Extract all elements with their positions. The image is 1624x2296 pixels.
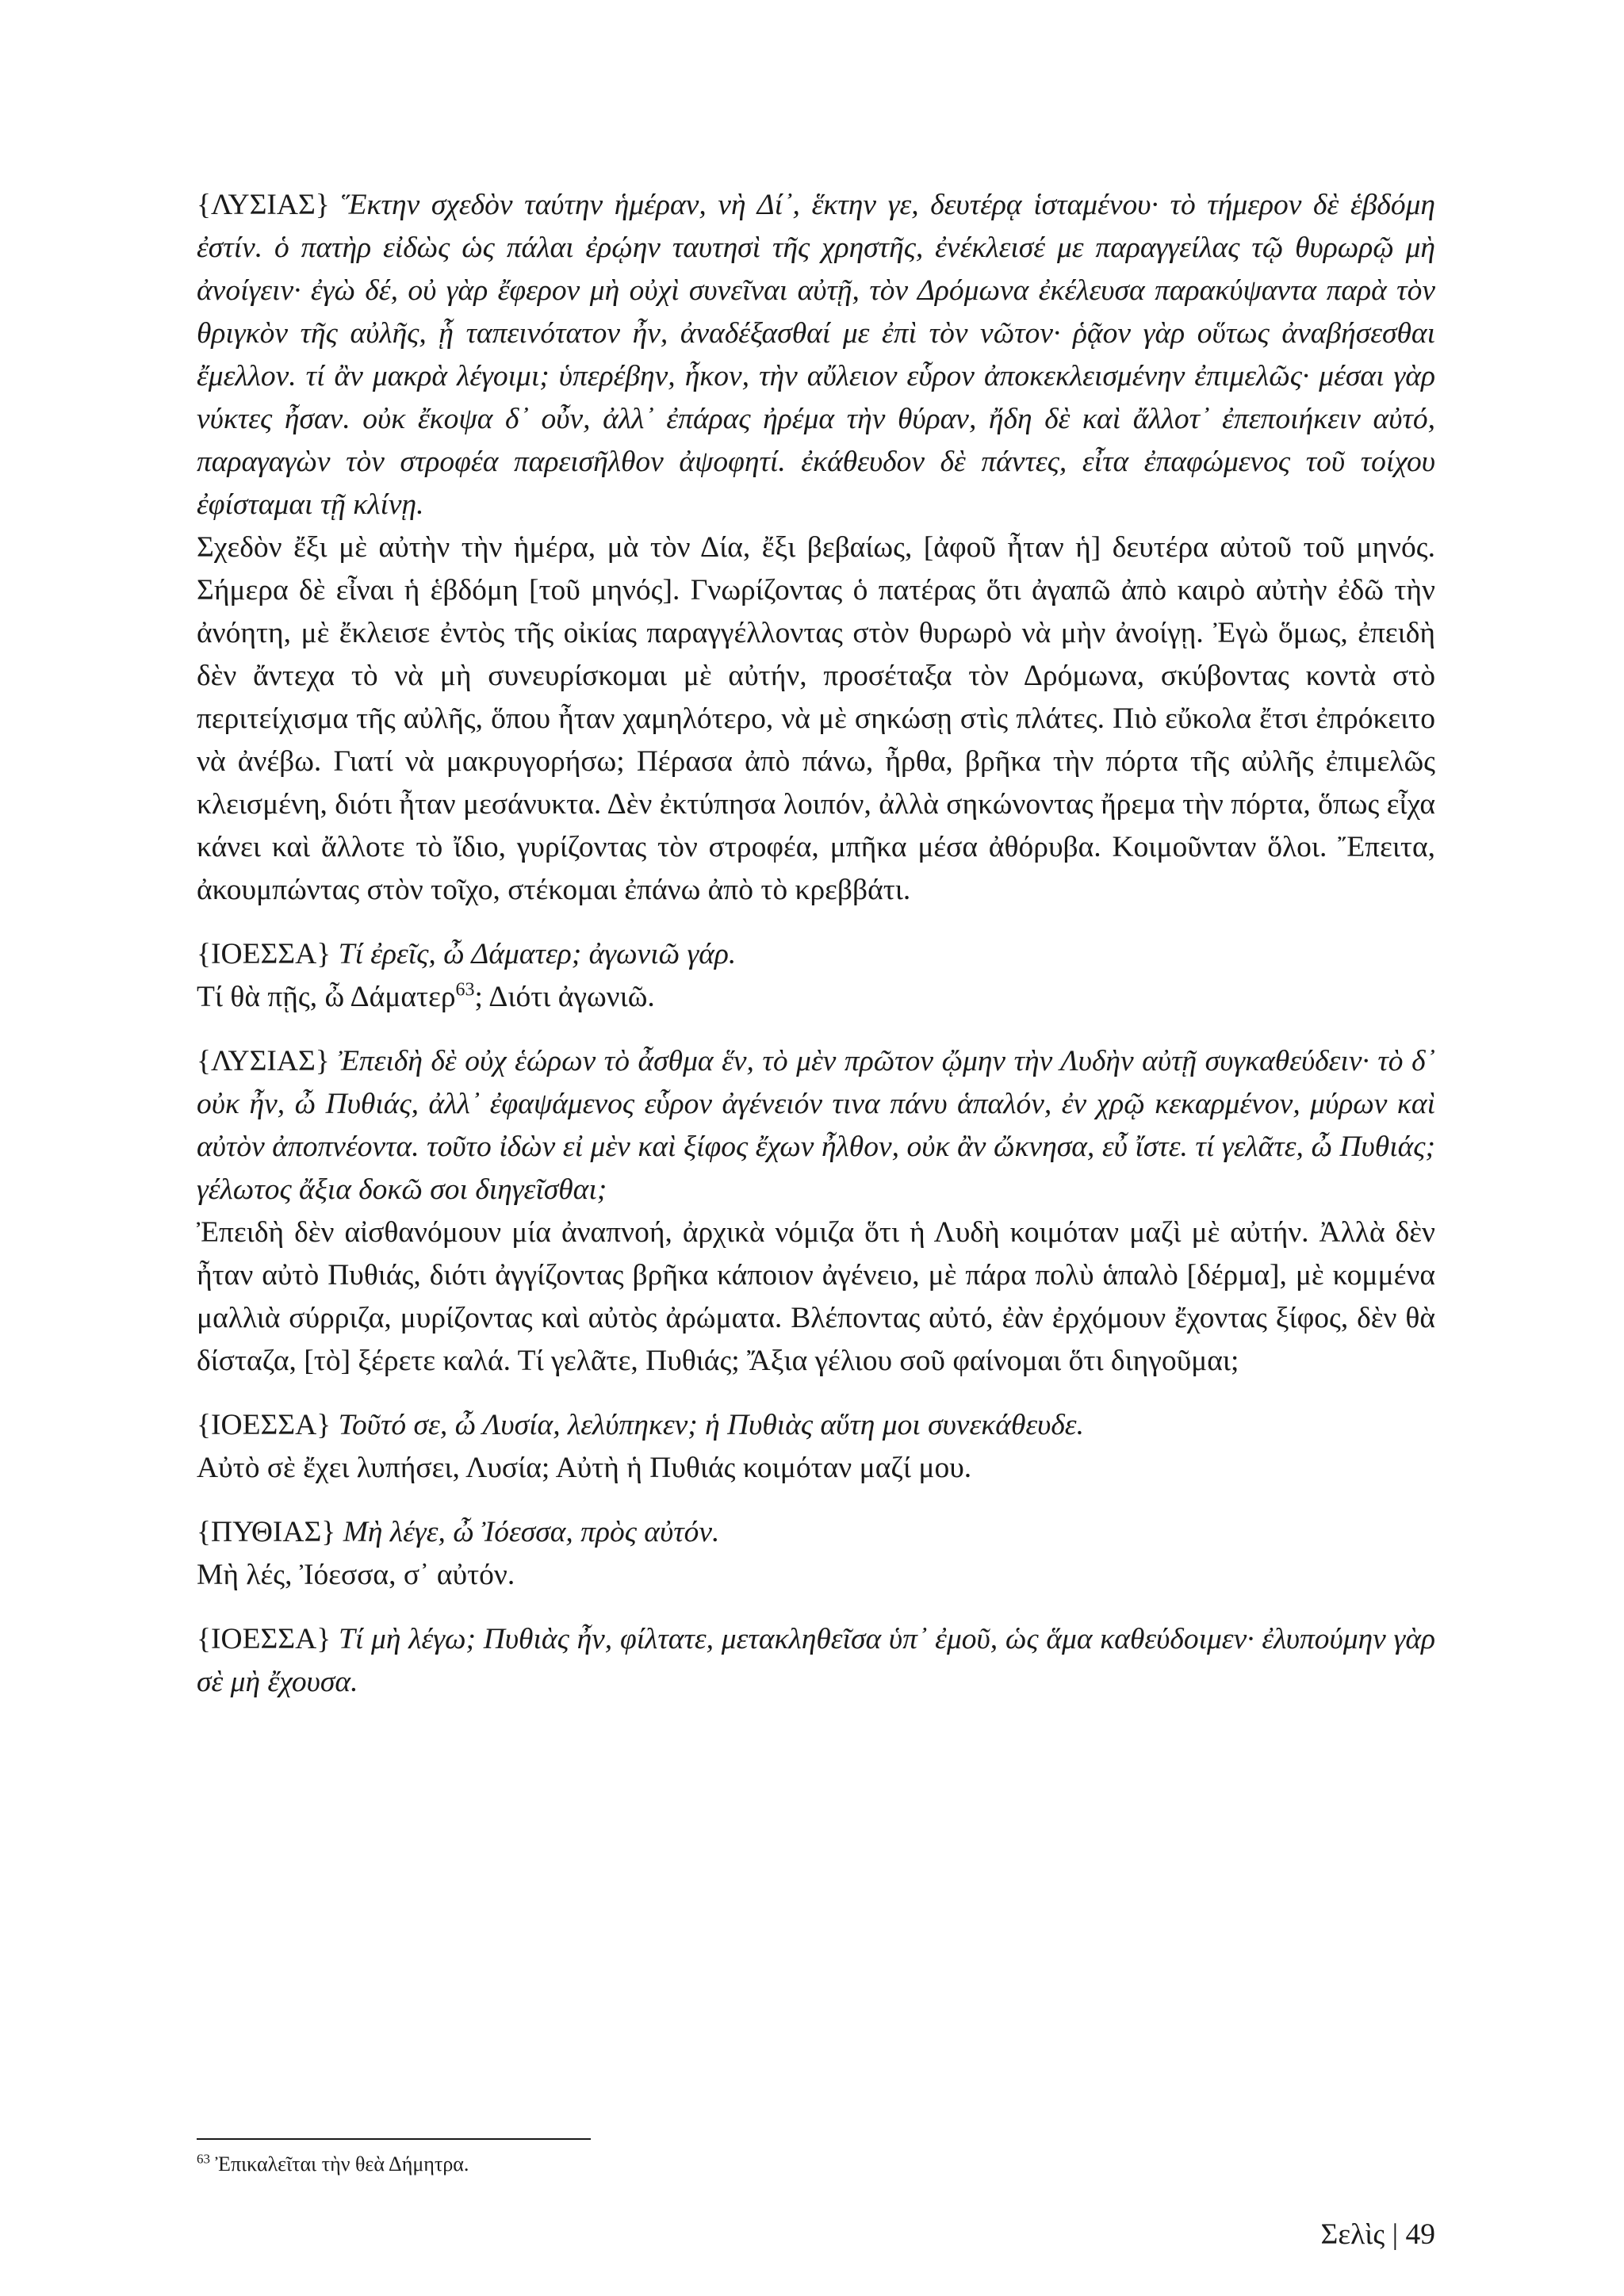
ancient-text: Ἕκτην σχεδὸν ταύτην ἡμέραν, νὴ Δί᾽, ἕκτην γε, δευτέρᾳ ἱσταμένου· τὸ τήμερον δὲ ἑβδόμη ἐστίν. ὁ πατὴρ εἰδὼς ὡς πάλαι ἐρῴην ταυτησὶ τῆς χρηστῆς, ἐνέκλεισέ με παραγγείλας τῷ θυρωρῷ μὴ ἀνοίγειν· ἐγὼ δέ, οὐ γὰρ ἔφερον μὴ οὐχὶ συνεῖναι αὐτῇ, τὸν Δρόμωνα ἐκέλευσα παρακύψαντα παρὰ τὸν θριγκὸν τῆς αὐλῆς, ᾗ ταπεινότατον ἦν, ἀναδέξασθαί με ἐπὶ τὸν νῶτον· ῥᾷον γὰρ οὕτως ἀναβήσεσθαι ἔμελλον. τί ἂν μακρὰ λέγοιμι; ὑπερέβην, ἧκον, τὴν αὔλειον εὗρον ἀποκεκλεισμένην ἐπιμελῶς· μέσαι γὰρ νύκτες ἦσαν. οὐκ ἔκοψα δ᾽ οὖν, ἀλλ᾽ ἐπάρας ἠρέμα τὴν θύραν, ἤδη δὲ καὶ ἄλλοτ᾽ ἐπεποιήκειν αὐτό, παραγαγὼν τὸν στροφέα παρεισῆλθον ἀψοφητί. ἐκάθευδον δὲ πάντες, εἶτα ἐπαφώμενος τοῦ τοίχου ἐφίσταμαι τῇ κλίνῃ. [197, 189, 1436, 521]
speaker-label: {ΙΟΕΣΣΑ} [197, 1409, 331, 1441]
ancient-greek-passage [197, 1511, 1435, 1554]
ancient-greek-passage [197, 1040, 1435, 1211]
ancient-text: Τί ἐρεῖς, ὦ Δάματερ; ἀγωνιῶ γάρ. [338, 938, 737, 970]
speaker-label: {ΠΥΘΙΑΣ} [197, 1516, 336, 1548]
ancient-text: Τοῦτό σε, ὦ Λυσία, λελύπηκεν; ἡ Πυθιὰς αὕτη μοι συνεκάθευδε. [338, 1409, 1084, 1441]
speaker-label: {ΙΟΕΣΣΑ} [197, 938, 331, 970]
ancient-greek-passage [197, 1618, 1435, 1704]
ancient-greek-passage [197, 184, 1435, 526]
speaker-label: {ΙΟΕΣΣΑ} [197, 1623, 331, 1655]
dialogue-block-ioessa-3 [197, 1618, 1435, 1704]
footnote-text: Ἐπικαλεῖται τὴν θεὰ Δήμητρα. [210, 2152, 469, 2175]
ancient-greek-passage [197, 1404, 1435, 1447]
footnote [197, 2150, 469, 2179]
footnote-divider [197, 2138, 591, 2140]
footnote-reference: 63 [455, 979, 475, 1001]
translation-text: ; Διότι ἀγωνιῶ. [474, 981, 655, 1013]
dialogue-block-lysias-1 [197, 184, 1435, 912]
ancient-greek-passage [197, 933, 1435, 976]
dialogue-text [197, 184, 1435, 1725]
ancient-text: Τί μὴ λέγω; Πυθιὰς ἦν, φίλτατε, μετακληθεῖσα ὑπ᾽ ἐμοῦ, ὡς ἅμα καθεύδοιμεν· ἐλυπούμην γὰρ σὲ μὴ ἔχουσα. [197, 1623, 1436, 1698]
modern-greek-translation: Σχεδὸν ἔξι μὲ αὐτὴν τὴν ἡμέρα, μὰ τὸν Δία, ἔξι βεβαίως, [ἀφοῦ ἦταν ἡ] δευτέρα αὐτοῦ τοῦ μηνός. Σήμερα δὲ εἶναι ἡ ἑβδόμη [τοῦ μηνός]. Γνωρίζοντας ὁ πατέρας ὅτι ἀγαπῶ ἀπὸ καιρὸ αὐτὴν ἐδῶ τὴν ἀνόητη, μὲ ἔκλεισε ἐντὸς τῆς οἰκίας παραγγέλλοντας στὸν θυρωρὸ νὰ μὴν ἀνοίγῃ. Ἐγὼ ὅμως, ἐπειδὴ δὲν ἄντεχα τὸ νὰ μὴ συνευρίσκομαι μὲ αὐτήν, προσέταξα τὸν Δρόμωνα, σκύβοντας κοντὰ στὸ περιτείχισμα τῆς αὐλῆς, ὅπου ἦταν χαμηλότερο, νὰ μὲ σηκώσῃ στὶς πλάτες. Πιὸ εὔκολα ἔτσι ἐπρόκειτο νὰ ἀνέβω. Γιατί νὰ μακρυγορήσω; Πέρασα ἀπὸ πάνω, ἦρθα, βρῆκα τὴν πόρτα τῆς αὐλῆς ἐπιμελῶς κλεισμένη, διότι ἦταν μεσάνυκτα. Δὲν ἐκτύπησα λοιπόν, ἀλλὰ σηκώνοντας ἤρεμα τὴν πόρτα, ὅπως εἶχα κάνει καὶ ἄλλοτε τὸ ἴδιο, γυρίζοντας τὸν στροφέα, μπῆκα μέσα ἀθόρυβα. Κοιμοῦνταν ὅλοι. Ἔπειτα, ἀκουμπώντας στὸν τοῖχο, στέκομαι ἐπάνω ἀπὸ τὸ κρεββάτι. [197, 531, 1435, 906]
dialogue-block-lysias-2 [197, 1040, 1435, 1383]
dialogue-block-ioessa-1 [197, 933, 1435, 1019]
dialogue-block-pythias [197, 1511, 1435, 1597]
modern-greek-translation: Αὐτὸ σὲ ἔχει λυπήσει, Λυσία; Αὐτὴ ἡ Πυθιάς κοιμόταν μαζί μου. [197, 1452, 972, 1484]
ancient-text: Μὴ λέγε, ὦ Ἰόεσσα, πρὸς αὐτόν. [343, 1516, 720, 1548]
translation-text: Τί θὰ πῇς, ὦ Δάματερ [197, 981, 456, 1013]
modern-greek-translation [197, 976, 1435, 1019]
ancient-text: Ἐπειδὴ δὲ οὐχ ἑώρων τὸ ἆσθμα ἕν, τὸ μὲν πρῶτον ᾤμην τὴν Λυδὴν αὐτῇ συγκαθεύδειν· τὸ δ᾽ οὐκ ἦν, ὦ Πυθιάς, ἀλλ᾽ ἐφαψάμενος εὗρον ἀγένειόν τινα πάνυ ἁπαλόν, ἐν χρῷ κεκαρμένον, μύρων καὶ αὐτὸν ἀποπνέοντα. τοῦτο ἰδὼν εἰ μὲν καὶ ξίφος ἔχων ἦλθον, οὐκ ἂν ὤκνησα, εὖ ἴστε. τί γελᾶτε, ὦ Πυθιάς; γέλωτος ἄξια δοκῶ σοι διηγεῖσθαι; [197, 1045, 1435, 1206]
speaker-label: {ΛΥΣΙΑΣ} [197, 1045, 330, 1077]
dialogue-block-ioessa-2 [197, 1404, 1435, 1490]
speaker-label: {ΛΥΣΙΑΣ} [197, 189, 330, 221]
modern-greek-translation: Ἐπειδὴ δὲν αἰσθανόμουν μία ἀναπνοή, ἀρχικὰ νόμιζα ὅτι ἡ Λυδὴ κοιμόταν μαζὶ μὲ αὐτήν. Ἀλλὰ δὲν ἦταν αὐτὸ Πυθιάς, διότι ἀγγίζοντας βρῆκα κάποιον ἀγένειο, μὲ πάρα πολὺ ἁπαλὸ [δέρμα], μὲ κομμένα μαλλιὰ σύρριζα, μυρίζοντας καὶ αὐτὸς ἀρώματα. Βλέποντας αὐτό, ἐὰν ἐρχόμουν ἔχοντας ξίφος, δὲν θὰ δίσταζα, [τὸ] ξέρετε καλά. Τί γελᾶτε, Πυθιάς; Ἄξια γέλιου σοῦ φαίνομαι ὅτι διηγοῦμαι; [197, 1216, 1435, 1377]
page-number: Σελὶς | 49 [1320, 2218, 1435, 2251]
footnote-number: 63 [197, 2151, 210, 2167]
modern-greek-translation: Μὴ λές, Ἰόεσσα, σ᾽ αὐτόν. [197, 1559, 515, 1591]
